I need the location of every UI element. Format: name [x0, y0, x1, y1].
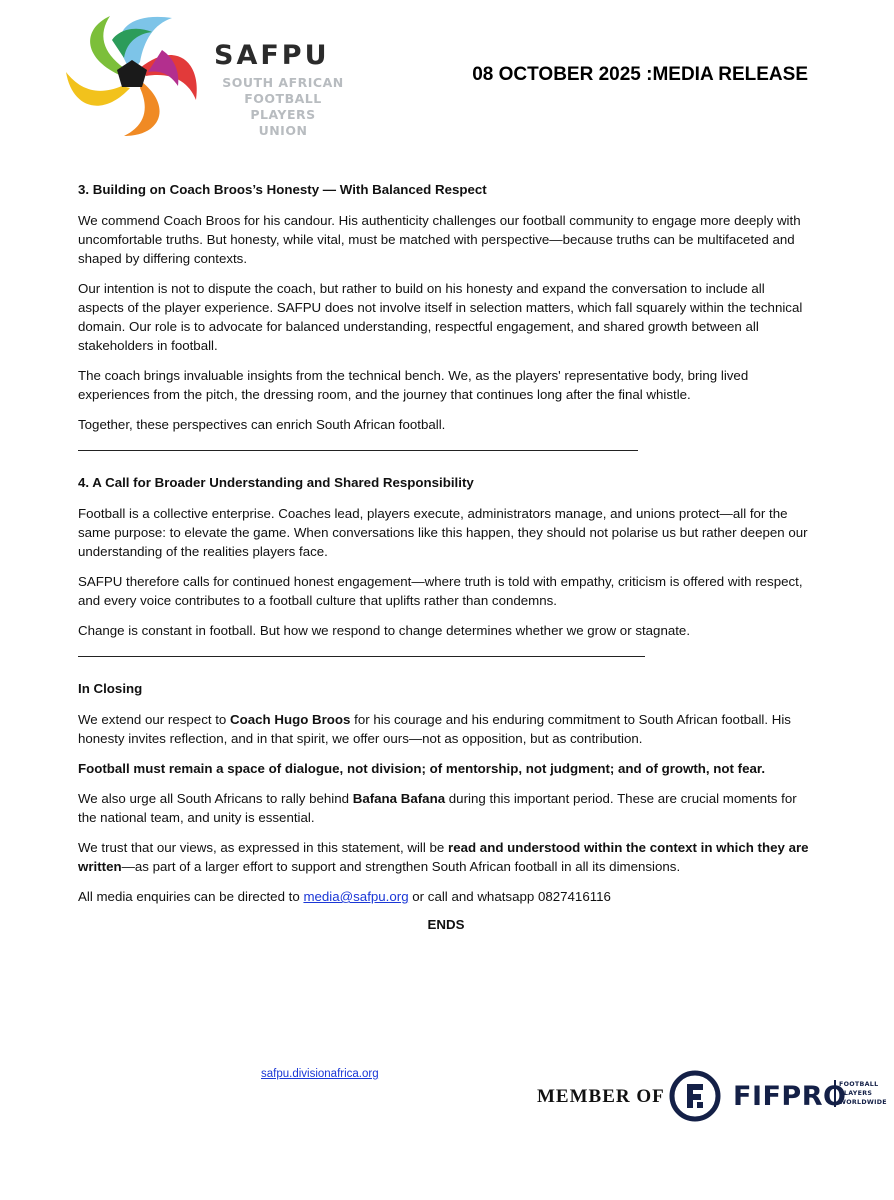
section-divider — [78, 656, 645, 657]
fifpro-wordmark: FIFPRO — [733, 1081, 847, 1112]
paragraph: SAFPU therefore calls for continued honest engagement—where truth is told with empathy, criticism is offered with respect, and every voice contributes to a football culture that uplifts rather than condemns. — [78, 574, 803, 608]
text: during this important period. These are crucial moments for the national team, and unity is essential. — [78, 791, 797, 825]
closing-heading: In Closing — [78, 681, 143, 696]
paragraph: The coach brings invaluable insights from the technical bench. We, as the players' representative body, bring lived experiences from the pitch, the dressing room, and the journey that continues long after the final whistle. — [78, 368, 749, 402]
tagline-line: WORLDWIDE — [839, 1099, 887, 1106]
paragraph — [78, 710, 814, 748]
logo-wordmark: SAFPU — [214, 40, 330, 71]
paragraph — [78, 838, 814, 876]
document-body — [78, 180, 814, 934]
logo-subtitle — [213, 75, 353, 139]
safpu-logo-icon — [62, 10, 202, 140]
text: —as part of a larger effort to support and strengthen South African football in all its dimensions. — [121, 859, 681, 874]
text: We also urge all South Africans to rally behind — [78, 791, 353, 806]
contact-line — [78, 887, 814, 906]
team-name: Bafana Bafana — [352, 791, 446, 806]
paragraph: Together, these perspectives can enrich South African football. — [78, 417, 446, 432]
emphasis: read and understood within the context in which they are written — [78, 840, 809, 874]
text: or call and whatsapp 0827416116 — [408, 889, 611, 904]
tagline-line: PLAYERS — [839, 1090, 873, 1097]
email-link[interactable]: media@safpu.org — [303, 889, 409, 904]
paragraph: Our intention is not to dispute the coach, but rather to build on his honesty and expand the conversation to include all aspects of the player experience. SAFPU does not involve itself in selection matters, which fall squarely within the technical domain. Our role is to advocate for balanced understanding, respectful engagement, and shared growth between all stakeholders in football. — [78, 281, 803, 353]
fifpro-emblem-icon — [669, 1070, 721, 1122]
paragraph: Football is a collective enterprise. Coaches lead, players execute, administrators manage, and unions protect—all for the same purpose: to elevate the game. When conversations like this happen, they should not polarise us but rather deepen our understanding of the realities players face. — [78, 506, 808, 559]
ends-marker: ENDS — [427, 917, 465, 932]
logo-subtitle-line: UNION — [258, 123, 308, 138]
logo-subtitle-line: SOUTH AFRICAN — [222, 75, 344, 90]
letterhead — [0, 0, 894, 160]
text: for his courage and his enduring commitment to South African football. His honesty invites reflection, and in that spirit, we offer ours—not as opposition, but as contribution. — [78, 712, 791, 746]
section-3-heading: 3. Building on Coach Broos’s Honesty — With Balanced Respect — [78, 182, 487, 197]
website-link[interactable]: safpu.divisionafrica.org — [261, 1068, 379, 1080]
section-4-heading: 4. A Call for Broader Understanding and Shared Responsibility — [78, 475, 474, 490]
paragraph: We commend Coach Broos for his candour. His authenticity challenges our football community to engage more deeply with uncomfortable truths. But honesty, while vital, must be matched with perspective—because truths can be multifaceted and shaped by differing contexts. — [78, 213, 801, 266]
section-divider — [78, 450, 638, 451]
release-date-title: 08 OCTOBER 2025 :MEDIA RELEASE — [472, 64, 808, 85]
logo-subtitle-line: FOOTBALL PLAYERS — [244, 91, 322, 122]
coach-name: Coach Hugo Broos — [230, 712, 351, 727]
key-statement: Football must remain a space of dialogue, not division; of mentorship, not judgment; and of growth, not fear. — [78, 761, 766, 776]
fifpro-tagline — [834, 1080, 887, 1107]
paragraph: Change is constant in football. But how we respond to change determines whether we grow or stagnate. — [78, 623, 691, 638]
member-of-label: MEMBER OF — [537, 1086, 665, 1107]
text: All media enquiries can be directed to — [78, 889, 304, 904]
text: We trust that our views, as expressed in this statement, will be — [78, 840, 449, 855]
paragraph — [78, 789, 814, 827]
tagline-line: FOOTBALL — [839, 1081, 879, 1088]
text: We extend our respect to — [78, 712, 231, 727]
